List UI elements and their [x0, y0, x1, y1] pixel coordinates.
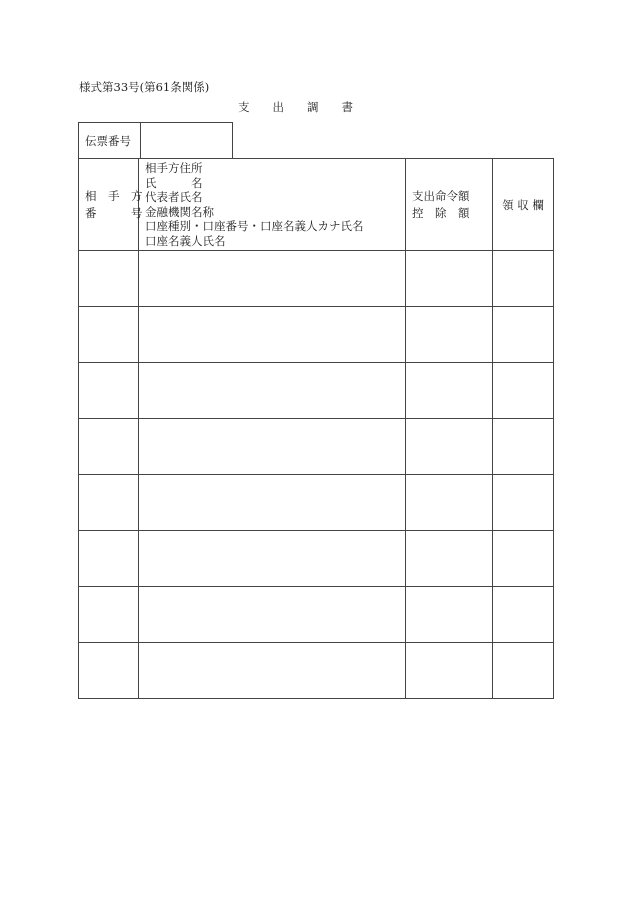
amount-cell[interactable] [406, 475, 493, 531]
header-account-holder-name: 口座名義人氏名 [145, 233, 226, 248]
receipt-cell[interactable] [493, 419, 554, 475]
party-number-cell[interactable] [79, 307, 139, 363]
document-title: 支 出 調 書 [238, 100, 353, 114]
party-info-cell[interactable] [139, 531, 406, 587]
party-number-cell[interactable] [79, 643, 139, 699]
party-number-cell[interactable] [79, 419, 139, 475]
header-payment-order-amount: 支出命令額 [412, 188, 470, 203]
header-party-address: 相手方住所 [145, 161, 203, 175]
header-bank-name: 金融機関名称 [145, 204, 214, 219]
amount-cell[interactable] [406, 587, 493, 643]
party-number-cell[interactable] [79, 363, 139, 419]
table-row [79, 307, 554, 363]
payment-table [78, 158, 554, 699]
party-info-cell[interactable] [139, 307, 406, 363]
table-row [79, 363, 554, 419]
voucher-number-field[interactable] [141, 123, 232, 158]
header-representative-name: 代表者氏名 [145, 190, 203, 204]
voucher-number-label: 伝票番号 [79, 123, 141, 158]
amount-cell[interactable] [406, 363, 493, 419]
table-row [79, 475, 554, 531]
header-party-number-line2: 番 号 [85, 205, 143, 220]
receipt-cell[interactable] [493, 587, 554, 643]
header-party-number-line1: 相 手 方 [85, 188, 143, 203]
table-row [79, 419, 554, 475]
table-row [79, 643, 554, 699]
receipt-cell[interactable] [493, 307, 554, 363]
form-number: 様式第33号(第61条関係) [79, 80, 210, 94]
header-party-info [139, 159, 406, 251]
table-row [79, 251, 554, 307]
party-info-cell[interactable] [139, 475, 406, 531]
party-number-cell[interactable] [79, 475, 139, 531]
party-info-cell[interactable] [139, 251, 406, 307]
table-header-row [79, 159, 554, 251]
voucher-number-box [78, 122, 233, 159]
amount-cell[interactable] [406, 251, 493, 307]
header-account-details: 口座種別・口座番号・口座名義人カナ氏名 [145, 219, 364, 233]
party-number-cell[interactable] [79, 587, 139, 643]
party-info-cell[interactable] [139, 587, 406, 643]
header-party-name: 氏 名 [145, 175, 203, 190]
amount-cell[interactable] [406, 643, 493, 699]
header-party-number [79, 159, 143, 251]
party-number-cell[interactable] [79, 251, 139, 307]
receipt-cell[interactable] [493, 363, 554, 419]
table-row [79, 531, 554, 587]
amount-cell[interactable] [406, 419, 493, 475]
table-row [79, 587, 554, 643]
receipt-cell[interactable] [493, 643, 554, 699]
party-number-cell[interactable] [79, 531, 139, 587]
amount-cell[interactable] [406, 307, 493, 363]
party-info-cell[interactable] [139, 363, 406, 419]
header-receipt: 領 収 欄 [493, 159, 554, 251]
receipt-cell[interactable] [493, 251, 554, 307]
amount-cell[interactable] [406, 531, 493, 587]
header-deduction-amount: 控 除 額 [412, 205, 470, 220]
party-info-cell[interactable] [139, 419, 406, 475]
receipt-cell[interactable] [493, 531, 554, 587]
party-info-cell[interactable] [139, 643, 406, 699]
receipt-cell[interactable] [493, 475, 554, 531]
header-amount [406, 159, 493, 251]
